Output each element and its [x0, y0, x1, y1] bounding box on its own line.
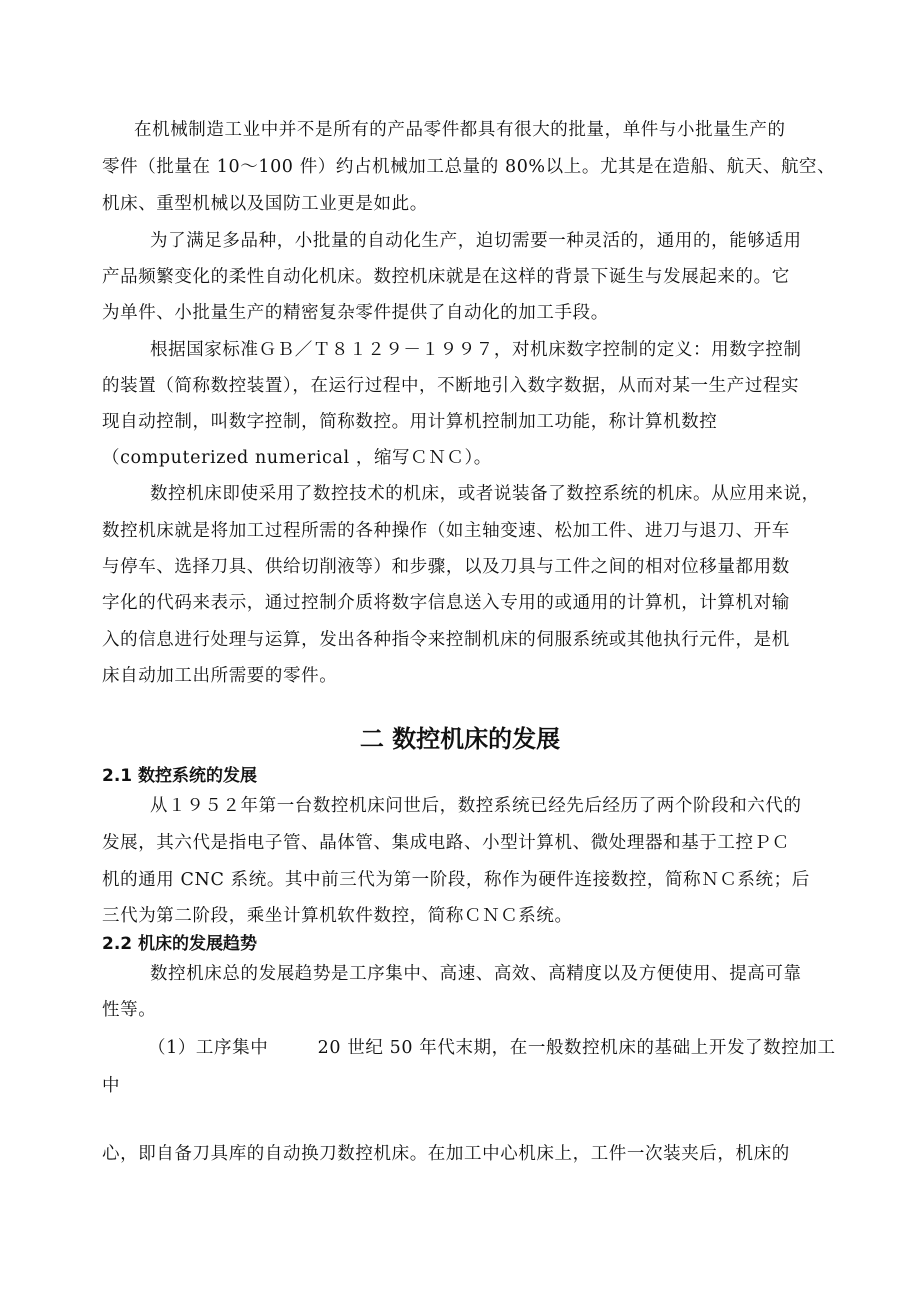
para5-line4: 三代为第二阶段，乘坐计算机软件数控，简称ＣＮＣ系统。	[102, 906, 573, 926]
para5-line3: 机的通用 CNC 系统。其中前三代为第一阶段，称作为硬件连接数控，简称ＮＣ系统；后	[102, 870, 810, 890]
para7-line2: 中	[102, 1076, 121, 1096]
para4-line5: 入的信息进行处理与运算，发出各种指令来控制机床的伺服系统或其他执行元件，是机	[102, 630, 790, 650]
para3-line4: （computerized numerical ，缩写ＣＮＣ）。	[102, 448, 492, 468]
para2-line3: 为单件、小批量生产的精密复杂零件提供了自动化的加工手段。	[102, 303, 609, 323]
para1-line3: 机床、重型机械以及国防工业更是如此。	[102, 194, 428, 214]
para8-line1: 心，即自备刀具库的自动换刀数控机床。在加工中心机床上，工件一次装夹后，机床的	[102, 1144, 790, 1164]
para6-line1: 数控机床总的发展趋势是工序集中、高速、高效、高精度以及方便使用、提高可靠	[150, 964, 802, 984]
para1-line1: 在机械制造工业中并不是所有的产品零件都具有很大的批量，单件与小批量生产的	[134, 120, 786, 140]
para7-line1: （1）工序集中 20 世纪 50 年代末期，在一般数控机床的基础上开发了数控加工	[148, 1038, 836, 1058]
para2-line1: 为了满足多品种，小批量的自动化生产，迫切需要一种灵活的，通用的，能够适用	[150, 231, 802, 251]
para3-line1: 根据国家标准ＧＢ／Ｔ８１２９－１９９７，对机床数字控制的定义：用数字控制	[150, 340, 802, 360]
para3-line2: 的装置（简称数控装置），在运行过程中，不断地引入数字数据，从而对某一生产过程实	[102, 376, 800, 396]
para4-line1: 数控机床即使采用了数控技术的机床，或者说装备了数控系统的机床。从应用来说，	[150, 484, 820, 504]
para4-line3: 与停车、选择刀具、供给切削液等）和步骤，以及刀具与工件之间的相对位移量都用数	[102, 557, 790, 577]
para2-line2: 产品频繁变化的柔性自动化机床。数控机床就是在这样的背景下诞生与发展起来的。它	[102, 267, 790, 287]
para6-line2: 性等。	[102, 1000, 157, 1020]
section-heading: 二 数控机床的发展	[359, 725, 561, 753]
para4-line6: 床自动加工出所需要的零件。	[102, 666, 338, 686]
para4-line2: 数控机床就是将加工过程所需的各种操作（如主轴变速、松加工件、进刀与退刀、开车	[102, 521, 790, 541]
para3-line3: 现自动控制，叫数字控制，简称数控。用计算机控制加工功能，称计算机数控	[102, 412, 718, 432]
subheading-2-1: 2.1 数控系统的发展	[102, 766, 258, 786]
subheading-2-2: 2.2 机床的发展趋势	[102, 934, 258, 954]
para5-line2: 发展，其六代是指电子管、晶体管、集成电路、小型计算机、微处理器和基于工控ＰＣ	[102, 833, 790, 853]
para1-line2: 零件（批量在 10～100 件）约占机械加工总量的 80%以上。尤其是在造船、航天、航空、	[102, 157, 836, 177]
para4-line4: 字化的代码来表示，通过控制介质将数字信息送入专用的或通用的计算机，计算机对输	[102, 593, 790, 613]
para5-line1: 从１９５２年第一台数控机床问世后，数控系统已经先后经历了两个阶段和六代的	[150, 796, 802, 816]
